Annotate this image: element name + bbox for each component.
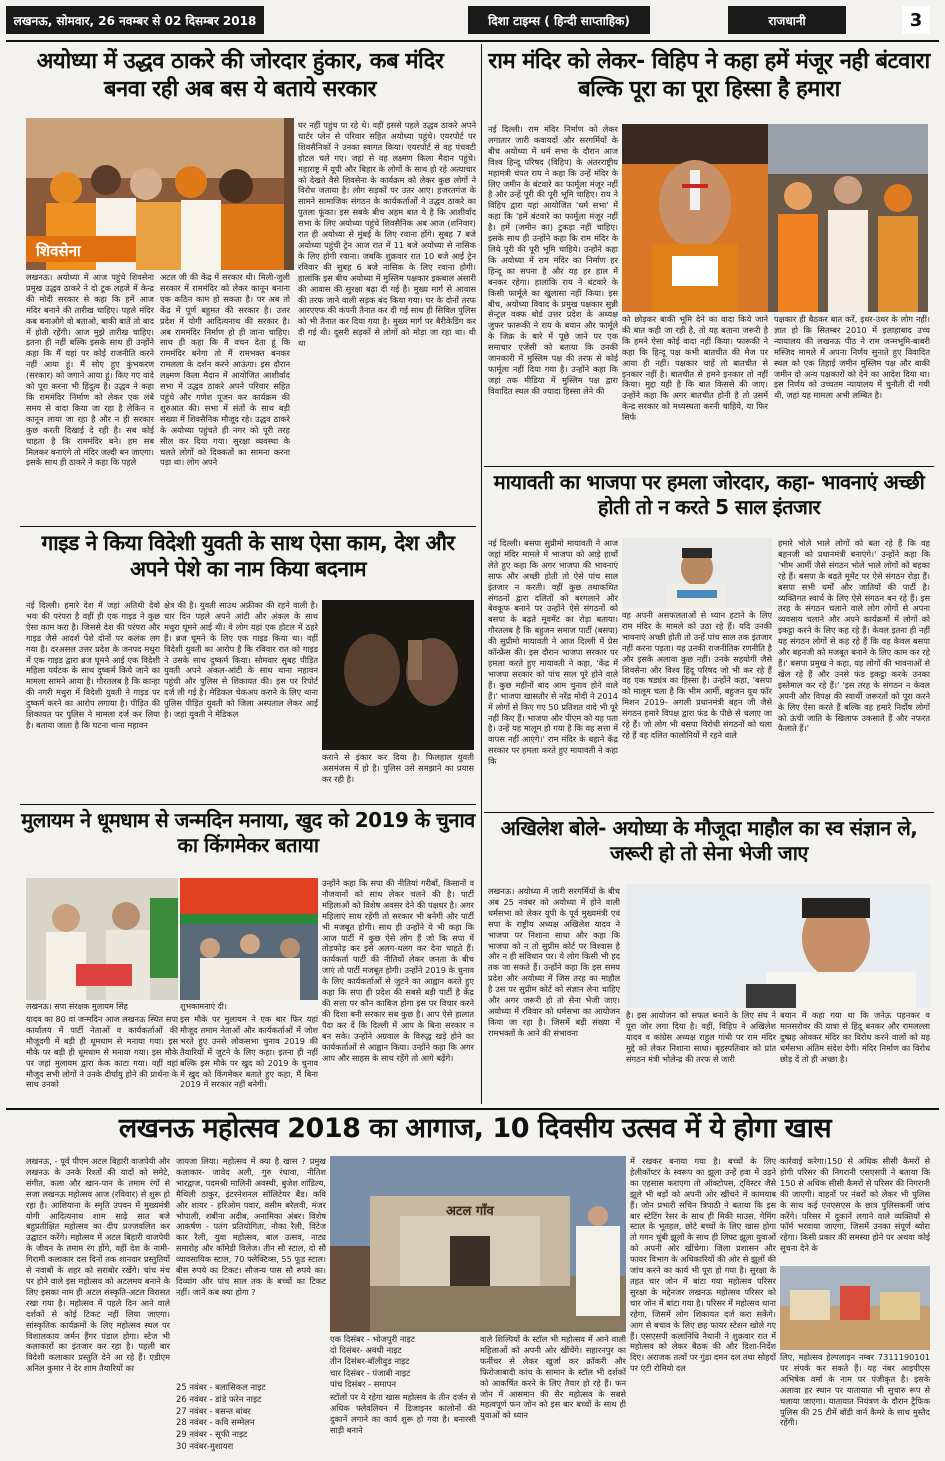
mahotsav-col-1: लखनऊ, - पूर्व पीएम अटल बिहारी वाजपेयी और लखनऊ के उनके रिश्तों की यादों को समेटे, संगीत, कला और खान-पान के तमाम रंगों से सजा लखनऊ महोत्सव आज (रविवार) से शुरू हो रहा है। आशियाना के स्मृति उपवन में मुख्यमंत्री योगी आदित्यनाथ शाम साढ़े सात बजे बहुप्रतीक्षित महोत्सव का दीप प्रज्जवलित कर उद्घाटन करेंगे। महोत्सव में अटल बिहारी वाजपेयी के जीवन के तमाम रंग होंगे, वहीं देश के नामी-गिरामी कलाकार दस दिनों तक शानदार प्रस्तुतियों से नवाबों के शहर को सराबोर रखेंगे। चांच मंच पर होने वाले इस महोत्सव को अटलमय बनाने के लिए इसका नाम ही अटल संस्कृति-अटल विरासत रखा गया है। महोत्सव में पहले दिन आने वाले दर्शकों से कोई टिकट नहीं लिया जाएगा। सांस्कृतिक कार्यक्रमों के लिए महोत्सव स्थल पर विशालकाय जर्मन हैंगर पंडाल होगा। स्टेज भी कलाकारों का इंतजार कर रहा है। पहली बार विदेशी कलाकार प्रस्तुति देने आ रहे हैं। एडीएम अनिल कुमार ने देर शाम तैयारियों का — [26, 1156, 170, 1374]
mahotsav-col-2: जायजा लिया। महोत्सव में क्या है खास ? प्रमुख कलाकार- जावेद अली, गुरु रंधावा, नीतिश भारद्वाज, पदमश्री मालिनी अवस्थी, बुजेश शांडिल्य, मैथिली ठाकुर, इंटरनेशनल सॉलिटेयर बैंड। कवि और शायर - हरिओम पवार, वसीम बरेलवी, मंजर भोपाली, शबीना अदीब, अनामिका अंबर। विशेष आकर्षण - पतंग प्रतियोगिता, नौका रैली, विंटेज कार रैली, युवा महोत्सव, बाल उत्सव, नाट्य समारोह और कॉमेडी विलेज। तीन सौ स्टाल, दो सौ व्यावसायिक स्टाल, 70 फ्लेक्टिव्स, 55 फूड स्टाल। बीस रुपये का टिकट। सौजन्य पास सौ रुपये का। दिव्यांग और पांच साल तक के बच्चों का टिकट नहीं। जानें कब क्या होगा ? — [176, 1156, 326, 1297]
divider-guide-mulayam — [20, 804, 476, 805]
headline-mahotsav: लखनऊ महोत्सव 2018 का आगाज, 10 दिवसीय उत्सव में ये होगा खास — [118, 1113, 832, 1144]
photo-vhp-sadhu — [622, 124, 768, 312]
schedule-item: चार दिसंबर - पंजाबी नाइट — [330, 1367, 411, 1378]
mahotsav-col-5: में रखकर बनाया गया है। बच्चों के लिए हेलीकॉप्टर के स्वरूप का झूला उन्हें हवा में उड़ने का एहसास कराएगा तो ऑक्टोपस, ट्विस्टर जैसे झूले भी बड़ों को अपनी ओर खींचने में कामयाब हैं। जोन प्रभारी सचिन त्रिपाठी ने बताया कि इस बार स्टेटिंग रेसर के साथ ही मिकी माउस, गेमिंग स्टाल के भूतहल, छोटे बच्चों के लिए खास होगा तो गगन चूंबी झूलों के साथ ही लिफ्ट झूला युवाओं को अपनी ओर खींचेगा। जिला प्रशासन और फायर विभाग के अधिकारियों की ओर से झूलों की जांच करने का कार्य भी पूरा हो गया है। सुरक्षा के तहत चार जोन में बांटा गया महोत्सव परिसर सुरक्षा के मद्देनजर लखनऊ महोत्सव परिसर को चार जोन में बांटा गया है। परिसर में महोत्सव थाना रहेगा, जिसमें लोग शिकायत दर्ज करा सकेंगे। आग से बचाव के लिए छह फायर स्टेशन खोले गए हैं। एसएसपी कलानिधि नैथानी ने शुक्रवार रात में महोत्सव को लेकर बैठक की और दिशा-निर्देश दिए। अराजक तत्वों पर गुंडा दमन दल तथा सोहदों पर एंटी रोमियो दल — [630, 1156, 776, 1374]
photo-mulayam-cake — [26, 878, 178, 1000]
mahotsav-schedule-2 — [330, 1334, 476, 1392]
photo-mayawati — [622, 538, 772, 608]
divider-maya-akhilesh — [484, 812, 934, 813]
guide-col-1: नई दिल्ली। हमारे देश में जहां अतिथी देवो भवः की परंपरा है वहीं ही एक गाइड ने कुछ ऐसा काम करा है। जिससे देश की परंपरा और गाइड जैसे आदर्श पेशे दोनों पर कलंक लग गया है। दरअसल उत्तर प्रदेश के जनपद मथुरा में एक गाइड द्वारा ब्रज घूमने आई एक विदेशी महिला पर्यटक के साथ दुष्कर्म किये जाने का मामला सामने आया है। गौरतलब है कि कान्हा की नगरी मथुरा में विदेशी युवती ने गाइड पर दुष्कर्म करने का आरोप लगाया है। पीड़ित की शिकायत पर पुलिस ने मामला दर्ज कर लिया है। बताया जाता है कि घटना थाना महावन — [26, 600, 160, 730]
headline-vhp: राम मंदिर को लेकर- विहिप ने कहा हमें मंजूर नही बंटवारा बल्कि पूरा का पूरा हिस्सा है हमारा — [488, 49, 930, 102]
photo-mahotsav-grounds — [780, 1266, 930, 1350]
akhilesh-col-1: लखनऊ। अयोध्या में जारी सरगर्मियों के बीच अब 25 नवंबर को अयोध्या में होने वाली धर्मसभा को लेकर यूपी के पूर्व मुख्यमंत्री एवं सपा के राष्ट्रीय अध्यक्ष अखिलेश यादव ने भाजपा पर निशाना साधा और कहा कि भाजपा को न तो सुप्रीम कोर्ट पर विश्वास है और न ही संविधान पर। ये लोग किसी भी हद तक जा सकते हैं। उन्होंने कहा कि इस समय प्रदेश और अयोध्या में जिस तरह का माहौल है उस पर सुप्रीम कोर्ट को संज्ञान लेना चाहिए और अगर जरूरी हो तो सेना भेजी जाए। अयोध्या में रविवार को धर्मसभा का आयोजन किया जा रहा है। जिसमें बड़ी संख्या में रामभक्तों के आने की संभावना — [488, 886, 620, 1038]
uddhav-col-2: अटल जी की केंद्र में सरकार थी। मिली-जुली सरकार में राममंदिर को लेकर कानून बनाना एक कठिन काम हो सकता है। पर अब तो केंद्र में पूर्ण बहुमत की सरकार है। उत्तर प्रदेश में योगी आदित्यनाथ की सरकार है। अब राममंदिर निर्माण हो ही जाना चाहिए। साथ ही कहा कि मैं वचन देता हूं कि राममंदिर बनेगा तो मैं रामभक्त बनकर रामलला के दर्शन करने आऊंगा। इस दौरान लक्ष्मण किला मैदान में आयोजित आशीर्वाद सभा में उद्धव ठाकरे अपने परिवार सहित पहुंचे और गणेश पूजन कर कार्यक्रम की शुरुआत की। सभा में संतों के साथ बड़ी संख्या में शिवसैनिक मौजूद रहे। उद्धव ठाकरे के अयोध्या पहुंचते ही नगर को पूरी तरह सील कर दिया गया। सुरक्षा व्यवस्था के चलते लोगों को दिक्कतों का सामना करना पड़ा था। लोग अपने — [160, 272, 290, 468]
photo-atal-gaon — [330, 1156, 626, 1332]
headline-uddhav: अयोध्या में उद्धव ठाकरे की जोरदार हुंकार, कब मंदिर बनवा रही अब बस ये बताये सरकार — [36, 49, 444, 102]
akhilesh-col-2: है। इस आयोजन को सफल बनाने के लिए संघ ने पूरा जोर लगा दिया है। वहीं, विहिप ने अखिलेश यादव व कांग्रेस अध्यक्ष राहुल गांधी पर राम मंदिर मुद्दे को लेकर निशाना साधा। बृहस्पतिवार को प्रांत संगठन मंत्री भोलेन्द्र की तरफ से जारी — [626, 1010, 776, 1064]
uddhav-col-1: लखनऊ। अयोध्या में आज पहुंचे शिवसेना प्रमुख उद्धव ठाकरे ने दो टूक लहजे में केन्द्र की मोदी सरकार से कहा कि हमें आज मंदिर बनाने की तारीख चाहिए। पहले मंदिर कब बनाओगे वो बताओ, बाकी बातें तो बाद में होती रहेंगी। आज मुझे तारीख चाहिए। इतना ही नहीं बल्कि इसके साथ ही उन्होंने कहा कि मैं यहां पर कोई राजनीति करने नहीं आया हूं। मैं सोए हुए कुंभकरण (सरकार) को जगाने आया हूं। किए गए वादे को पूरा करना भी हिंदुत्व है। उद्धव ने कहा कि राममंदिर निर्माण को लेकर एक लंबे समय से वादा किया जा रहा है लेकिन न कानून लाया जा रहा है और न ही सरकार कुछ करती दिखाई दे रही है। सब कोई चाहता है कि राममंदिर बने। हम सब मिलकर बनाएंगे तो मंदिर जल्दी बन जाएगा। इसके साथ ही ठाकरे ने कहा कि पहले — [26, 272, 154, 468]
schedule-item: 30 नवंबर-मुशायरा — [176, 1440, 234, 1451]
schedule-item: 26 नवंबर - डांडे फरेन नाइट — [176, 1393, 262, 1404]
paper-name: दिशा टाइम्स ( हिन्दी साप्ताहिक) — [468, 6, 650, 34]
photo-uddhav-rally — [26, 118, 284, 270]
schedule-item: 27 नवंबर - बसन्त बांबर — [176, 1405, 251, 1416]
mulayam-col-3: उन्होंने कहा कि सपा की नीतियां गरीबों, किसानों व नौजवानों को साथ लेकर चलने की है। पार्टी महिलाओं को विशेष अवसर देने की पक्षधर है। अगर महिलाएं साथ रहेंगी तो सरकार भी बनेगी और पार्टी भी मजबूत होगी। साथ ही उन्होंने ये भी कहा कि आज पार्टी में कुछ ऐसे लोग हैं जो कि सपा में तोड़फोड़ कर इसे अलग-थलग कर देना चाहते हैं। कार्यकर्ता पार्टी की नीतियों लेकर जनता के बीच जाएं तो पार्टी मजबूत होगी। उन्होंने 2019 के चुनाव के लिए कार्यकर्ताओं से जुटने का आह्वान करते हुए कहा कि सपा ही प्रदेश की सबसे बड़ी पार्टी है केंद्र की सत्ता पर कौन काबिज होगा इस पर विचार करने की दिशा बनी सरकार सब कुछ है। आप ऐसे हालात पैदा कर दें कि दिल्ली में आप के बिना सरकार न बन सके। उन्होंने अग्रवाल के विरुद्ध खड़े होने का कार्यकर्ताओं से आह्वान किया। उन्होंने कहा कि अगर आप और साहस के साथ रहेंगे तो आगे बढ़ेंगे। — [322, 878, 474, 1063]
headline-mayawati: मायावती का भाजपा पर हमला जोरदार, कहा- भावनाएं अच्छी होती तो न करते 5 साल इंतजार — [493, 470, 925, 519]
mahotsav-col-3: स्टॉलों पर ये रहेगा खास महोत्सव के तीन दर्जन से अधिक फ्लेवलियन में डिजाइनर कालोनों की दुकानें लगाने का कार्य शुरू हो गया है। बनारसी साड़ी बनाने — [330, 1392, 476, 1435]
header-rule — [6, 40, 939, 42]
section-name: राजधानी — [728, 6, 846, 34]
divider-vhp-maya — [484, 466, 934, 467]
guide-col-2: क्षेत्र की है। युवती साउथ अफ्रीका की रहने वाली है। चार दिन पहले अपने आंटी और अंकल के साथ मथुरा घूमने आई थी। वे लोग यहां एक होटल में ठहरे हैं। ब्रज घूमने के लिए एक गाइड किया था। वहीं विदेशी युवती का आरोप है कि रविवार रात को गाइड ने उसके साथ दुष्कर्म किया। सोमवार सुबह पीड़ित युवती अपने अंकल-आंटी के साथ थाना महावन पहुंची और पुलिस से शिकायत की। इस पर रिपोर्ट दर्ज ली गई है। मेडिकल चेकअप कराने के लिए थाना पुलिस पीड़ित युवती को जिला अस्पताल लेकर आई है। जहां युवती ने मेडिकल — [164, 600, 318, 720]
divider-uddhav-guide — [20, 526, 476, 527]
mahotsav-col-6-top: कार्रवाई करेगा।150 से अधिक सीसी कैमरों से होगी परिसर की निगरानी एसएसपी ने बताया कि 150 से अधिक सीसी कैमरों से परिसर की निगरानी की जाएगी। वाहनों पर नंबरों को लेकर भी पुलिस के साथ कई एनएसएस के छात्र पुलिसकर्मी जांच करेंगे। परिसर में दुकानें लगाने वाले व्यक्तियों से फॉर्म भरवाया जाएगा, जिसमें उनका संपूर्ण ब्योरा रहेगा। किसी प्रकार की समस्या होने पर अथवा कोई सूचना देने के — [780, 1156, 930, 1254]
schedule-item: दो दिसंबर- अवधी नाइट — [330, 1345, 402, 1356]
mahotsav-col-4: वाले शिल्पियों के स्टॉल भी महोत्सव में आने वाली महिलाओं को अपनी ओर खींचेंगे। सहारनपुर का फर्नीचर से लेकर खुर्जा कर क्रॉकरी और फिरोजाबादी कांच के सामान के स्टॉल भी दर्शकों को आकर्षित करने के लिए तैयार हो रहे हैं। फन जोन में आसमान की सैर महोत्सव के सबसे महत्वपूर्ण फन जोन को इस बार बच्चों के साथ ही युवाओं को ध्यान — [480, 1334, 626, 1421]
vhp-col-2: को छोड़कर बाकी भूमि देने का वादा किये जाने की बात कही जा रही है, तो यह बताना जरूरी है कि हमने ऐसा कोई वादा नहीं किया। फारूकी ने कहा कि हिन्दू पक्ष कभी बातचीत की मेज पर आया ही नहीं। पक्षकार चाहें तो बातचीत से इनकार नहीं है। बातचीत से हमने इनकार तो नहीं किया। मुद्दा यही है कि बात किससे की जाए। उन्होंने कहा कि अगर बातचीत होनी है तो उसमें केन्द्र सरकार को मध्यस्थता करनी चाहिये, या फिर सिर्फ — [622, 314, 768, 423]
headline-guide: गाइड ने किया विदेशी युवती के साथ ऐसा काम, देश और अपने पेशे का नाम किया बदनाम — [41, 531, 455, 582]
mayawati-col-3: हमारे भोले भाले लोगों को बता रहे हैं कि वह बहनजी को प्रधानमंत्री बनाएंगे।' उन्होंने कहा कि 'भीम आर्मी जैसे संगठन भोले भाले लोगों को बहका रहे हैं। बसपा के बढ़ते मूमेंट पर ऐसे संगठन रोड़ा हैं। बसपा सभी धर्मों और जातियों की पार्टी है। व्यक्तिगत स्वार्थ के लिए ऐसे संगठन बन रहे हैं। इस तरह के संगठन चलाने वाले लोग लोगों से अपना व्यवसाय चलाने और अपने कार्यक्रमों में लोगों को इकट्ठा करने के लिए कह रहे हैं। केवल इतना ही नहीं यह संगठन लोगों से कह रहे हैं कि वह केवल बसपा और बहनजी को मजबूत बनाने के लिए काम कर रहे हैं।' बसपा प्रमुख ने कहा, यह लोगों की भावनाओं से खेल रहे हैं और उनसे फंड इकट्ठा करके उनका इस्तेमाल कर रहे हैं।' 'इस तरह के संगठन न केवल अपनी और विपक्ष की स्वार्थी जरूरतों को पूरा करने के लिए ऐसा करते हैं बल्कि वह हमारे निर्दोष लोगों को ऊंची जाति के खिलाफ उकसाते हैं और नफरत फैलाते हैं।' — [778, 538, 930, 734]
schedule-item: एक दिसंबर - भोजपुरी नाइट — [330, 1334, 415, 1344]
photo-guide-incident — [322, 600, 474, 750]
mulayam-col-2: इस मौके पर मुलायम ने एक बार फिर यहां मौजूद तमाम नेताओं और कार्यकर्ताओं में जोश भरते हुए उनसे लोकसभा चुनाव 2019 की तैयारियों में जुटने के लिए कहा। इतना ही नहीं बल्कि इस मौके पर खुद को 2019 के चुनाव में खुद को किंगमेकर बताते हुए कहा, मैं बिना 2019 में सरकार नहीं बनेगी। — [180, 1014, 318, 1090]
mulayam-col-1: यादव का 80 वां जन्मदिन आज लखनऊ स्थित सपा कार्यालय में पार्टी नेताओं व कार्यकर्ताओं की मौजूदगी में बड़ी ही धूमधाम से मनाया गया। इस मौके पर बड़ी ही धूमधाम से मनाया गया। इस मौके पर जहां मुलायम द्वारा केक काटा गया। वहीं वहां मौजूद सभी लोगों ने उनके दीर्घायु होने की प्रार्थना के साथ उनको — [26, 1014, 178, 1090]
vhp-col-1: नई दिल्ली। राम मंदिर निर्माण को लेकर लगातार जारी कवायदों और सरगर्मियों के बीच अयोध्या में धर्म सभा के दौरान आज विश्व हिन्दू परिषद (विहिप) के अंतरराष्ट्रीय महामंत्री चंपत राय ने कहा कि उन्हें मंदिर के लिए जमीन के बंटवारे का फार्मूला मंजूर नहीं है और उन्हें पूरी की पूरी भूमि चाहिए। राय ने विहिप द्वारा यहां आयोजित 'धर्म सभा' में कहा कि 'हमें बंटवारे का फार्मूला मंजूर नहीं है। हमें (जमीन का) टुकड़ा नहीं चाहिए। इसके साथ ही उन्होंने कहा कि राम मंदिर के लिये पूरी की पूरी भूमि चाहिये। उन्होंने कहा कि अयोध्या में राम मंदिर का निर्माण हर हिन्दू का सपना है और यह हर हाल में बनकर रहेगा। हालांकि राय ने बंटवारे के किसी फार्मूले का खुलासा नहीं किया। इस बीच, अयोध्या विवाद के प्रमुख पक्षकार सुन्नी सेन्ट्रल वक्फ बोर्ड उत्तर प्रदेश के अध्यक्ष जुफर फारूकी ने राय के बयान और फार्मूले के जिक्र के बारे में पूछे जाने पर एक समाचार एजेंसी को बताया कि उनकी जानकारी में मुस्लिम पक्ष की तरफ से कोई फार्मूला नहीं दिया गया है। उन्होंने कहा कि जहां तक मीडिया में मुस्लिम पक्ष द्वारा विवादित स्थल की ज्यादा हिस्सा लेने की — [488, 124, 618, 396]
divider-vert-top — [481, 44, 482, 1104]
photo-banner-text: शिवसेना — [36, 242, 81, 260]
mayawati-col-1: नई दिल्ली। बसपा सुप्रीमो मायावती ने आज जहां मंदिर मामले में भाजपा को आड़े हाथों लेते हुए कहा कि अगर भाजपा की भावनाएं साफ और अच्छी होती तो ऐसे पांच साल इंतजार न करती। वहीं कुछ तथाकथित संगठनों द्वारा दलितों को बरगलाने और बेवकूफ बनाने पर उन्होंने ऐसे संगठनों को बसपा के बढ़ते मूवमेंट का रोड़ा बताया। गौरतलब है कि बहुजन समाज पार्टी (बसपा) की सुप्रीमो मायावती ने आज दिल्ली में प्रेस कॉन्फ्रेंस की। इस दौरान भाजपा सरकार पर हमला करते हुए मायावती ने कहा, 'केंद्र में भाजपा सरकार को पांच साल पूरे होने वाले हैं। कुछ महीनों बाद आम चुनाव होने वाले हैं।' भाजपा खासतौर से नरेंद्र मोदी ने 2014 में लोगों से किए गए 50 प्रतिशत वादे भी पूरे नहीं किए हैं। भाजपा और पीएम को यह पता है। उन्हें यह मालूम हो गया है कि वह सत्ता में वापस नहीं आएंगे।' राम मंदिर के बहाने केंद्र सरकार पर हमला करते हुए मायावती ने कहा कि — [488, 538, 618, 767]
schedule-item: 29 नवंबर - सूफी नाइट — [176, 1429, 248, 1440]
mahotsav-col-6-bottom: लिए, महोत्सव हेल्पलाइन नम्बर 7311190101 पर संपर्क कर सकते हैं। यह नंबर आइपीएस अभिषेक वर्मा के नाम पर पंजीकृत है। इसके अलावा हर स्थान पर यातायात भी सुचारु रूप से चलाया जाएगा। यातायात नियंत्रण के दौरान ट्रैफिक पुलिस की 25 टीमें बॉडी वार्न कैमरे के साथ मुस्तैद रहेंगी। — [780, 1352, 930, 1428]
photo-sign-text: अटल गाँव — [446, 1204, 494, 1219]
schedule-item: पांच दिसंबर - समापन — [330, 1378, 396, 1389]
mulayam-caption-left: लखनऊ। सपा संरक्षक मुलायम सिंह — [26, 1002, 128, 1011]
photo-mulayam-stage — [180, 878, 318, 1000]
page-number: 3 — [902, 6, 930, 34]
divider-bottom-story — [6, 1108, 939, 1110]
photo-vhp-crowd — [768, 124, 928, 312]
schedule-item: तीन दिसंबर-बॉलीवुड नाइट — [330, 1356, 410, 1367]
headline-mulayam: मुलायम ने धूमधाम से जन्मदिन मनाया, खुद को 2019 के चुनाव का किंगमेकर बताया — [21, 808, 475, 857]
dateline: लखनऊ, सोमवार, 26 नवम्बर से 02 दिसम्बर 2018 — [6, 6, 264, 34]
mahotsav-schedule — [176, 1382, 326, 1454]
headline-akhilesh: अखिलेश बोले- अयोध्या के मौजूदा माहौल का स्व संज्ञान ले, जरूरी हो तो सेना भेजी जाए — [500, 816, 918, 865]
photo-uddhav-speech — [284, 118, 294, 270]
akhilesh-col-3: बयान में कहा गया था कि जनेऊ पहनकर व मानसरोवर की यात्रा से हिंदू बनकर और रामलल्ला दुष्प्रह ओवकर मंदिर का विरोध करने वालों को यह धर्मसभा अंतिम संदेश देगी। मंदिर निर्माण का विरोध छोड़ दें तो ही अच्छा है। — [780, 1010, 930, 1064]
uddhav-col-3: घर नहीं पहुंच पा रहे थे। वहीं इससे पहले उद्धव ठाकरे अपने चार्टर प्लेन से परिवार सहित अयोध्या पहुंचे। एयरपोर्ट पर शिवसैनिकों ने उनका स्वागत किया। एयरपोर्ट से वह पंचवटी होटल चले गए। जहां से वह लक्ष्मण किला मैदान पहुंचे। महाराष्ट्र में यूपी और बिहार के लोगों के साथ हो रहे अत्याचार को देखते वैसे शिवसेना के कार्यक्रम को लेकर कुछ लोगों ने विरोध जताया है। लोग सड़कों पर उतर आए। हजरतगंज के सामने सामाजिक संगठन के कार्यकर्ताओं ने उद्धव ठाकरे का पुतला फूंका। इस सबके बीच अहम बात ये है कि आशीर्वाद सभा के लिए अयोध्या पहुंचे शिवसैनिक अब आज (शनिवार) रात ही अयोध्या से मुंबई के लिए रवाना होंगे। सुबह 7 बजे अयोध्या पहुंची ट्रेन आज रात में 11 बजे अयोध्या से नासिक के लिए होगी रवाना। जबकि शुक्रवार रात 10 बजे आई ट्रेन रविवार की सुबह 6 बजे नासिक के लिए रवाना होगी। हालांकि इस बीच अयोध्या में मुस्लिम पक्षकार इकबाल अंसारी की आवास की सुरक्षा बढ़ा दी गई है। मुख्य मार्ग से आवास की तरफ जाने वाली सड़क बंद किया गया। घर के दोनों तरफ आरएएफ की कंपनी तैनात कर दी गई साथ ही सिविल पुलिस को भी तैनात कर दिया गया है। मुख्य मार्ग पर बैरीकेडिंग कर दी गई थी। दूसरी सड़कों से लोगों को मोड़ा जा रहा था। थी था — [298, 120, 476, 349]
mayawati-col-2: वह अपनी असफलताओं से ध्यान हटाने के लिए राम मंदिर के मामले को उठा रहे हैं। यदि उनकी भावनाएं अच्छी होती तो उन्हें पांच साल तक इंतजार नहीं करना पड़ता। यह उनकी राजनीतिक रणनीति है और इसके अलावा कुछ नहीं। उनके सहयोगी जैसे शिवसेना और विश्व हिंदू परिषद जो भी कर रहे हैं वह एक षड्यंत्र का हिस्सा है। उन्होंने कहा, 'बसपा को मालूम चला है कि भीम आर्मी, बहुजन यूथ फॉर मिशन 2019- अगली प्रधानमंत्री बहन जी जैसे संगठन हमारे विपक्ष द्वारा फंड के पीछे से चलाए जा रहे हैं। जो लोग भी बसपा विरोधी संगठनों को चला रहे हैं वह दलित कालोनियों में रहने वाले — [622, 610, 772, 740]
schedule-item: 25 नवंबर - बलासिकल नाइट — [176, 1382, 266, 1392]
mulayam-caption-right: शुभकामनाएं दी। — [180, 1002, 227, 1011]
schedule-item: 28 नवंबर - कवि सम्मेलन — [176, 1417, 255, 1428]
vhp-col-3: पक्षकार ही बैठकर बात करें, इधर-उधर के लोग नहीं। ज्ञात हो कि सितम्बर 2010 में इलाहाबाद उच्च न्यायालय की लखनऊ पीठ ने राम जन्मभूमि-बाबरी मस्जिद मामले में अपना निर्णय सुनाते हुए विवादित स्थल को एक तिहाई जमीन मुस्लिम पक्ष और बाकी जमीन दो अन्य पक्षकारों को देने का आदेश दिया था। इस निर्णय को उच्चतम न्यायालय में चुनौती दी गयी थी, जहां यह मामला अभी लम्बित है। — [774, 314, 930, 401]
photo-akhilesh — [626, 884, 930, 1008]
masthead-bar — [6, 6, 939, 36]
guide-col-3: कराने से इंकार कर दिया है। फिलहाल युवती असमंजस में हो है। पुलिस उसे समझाने का प्रयास कर रही है। — [322, 752, 474, 784]
